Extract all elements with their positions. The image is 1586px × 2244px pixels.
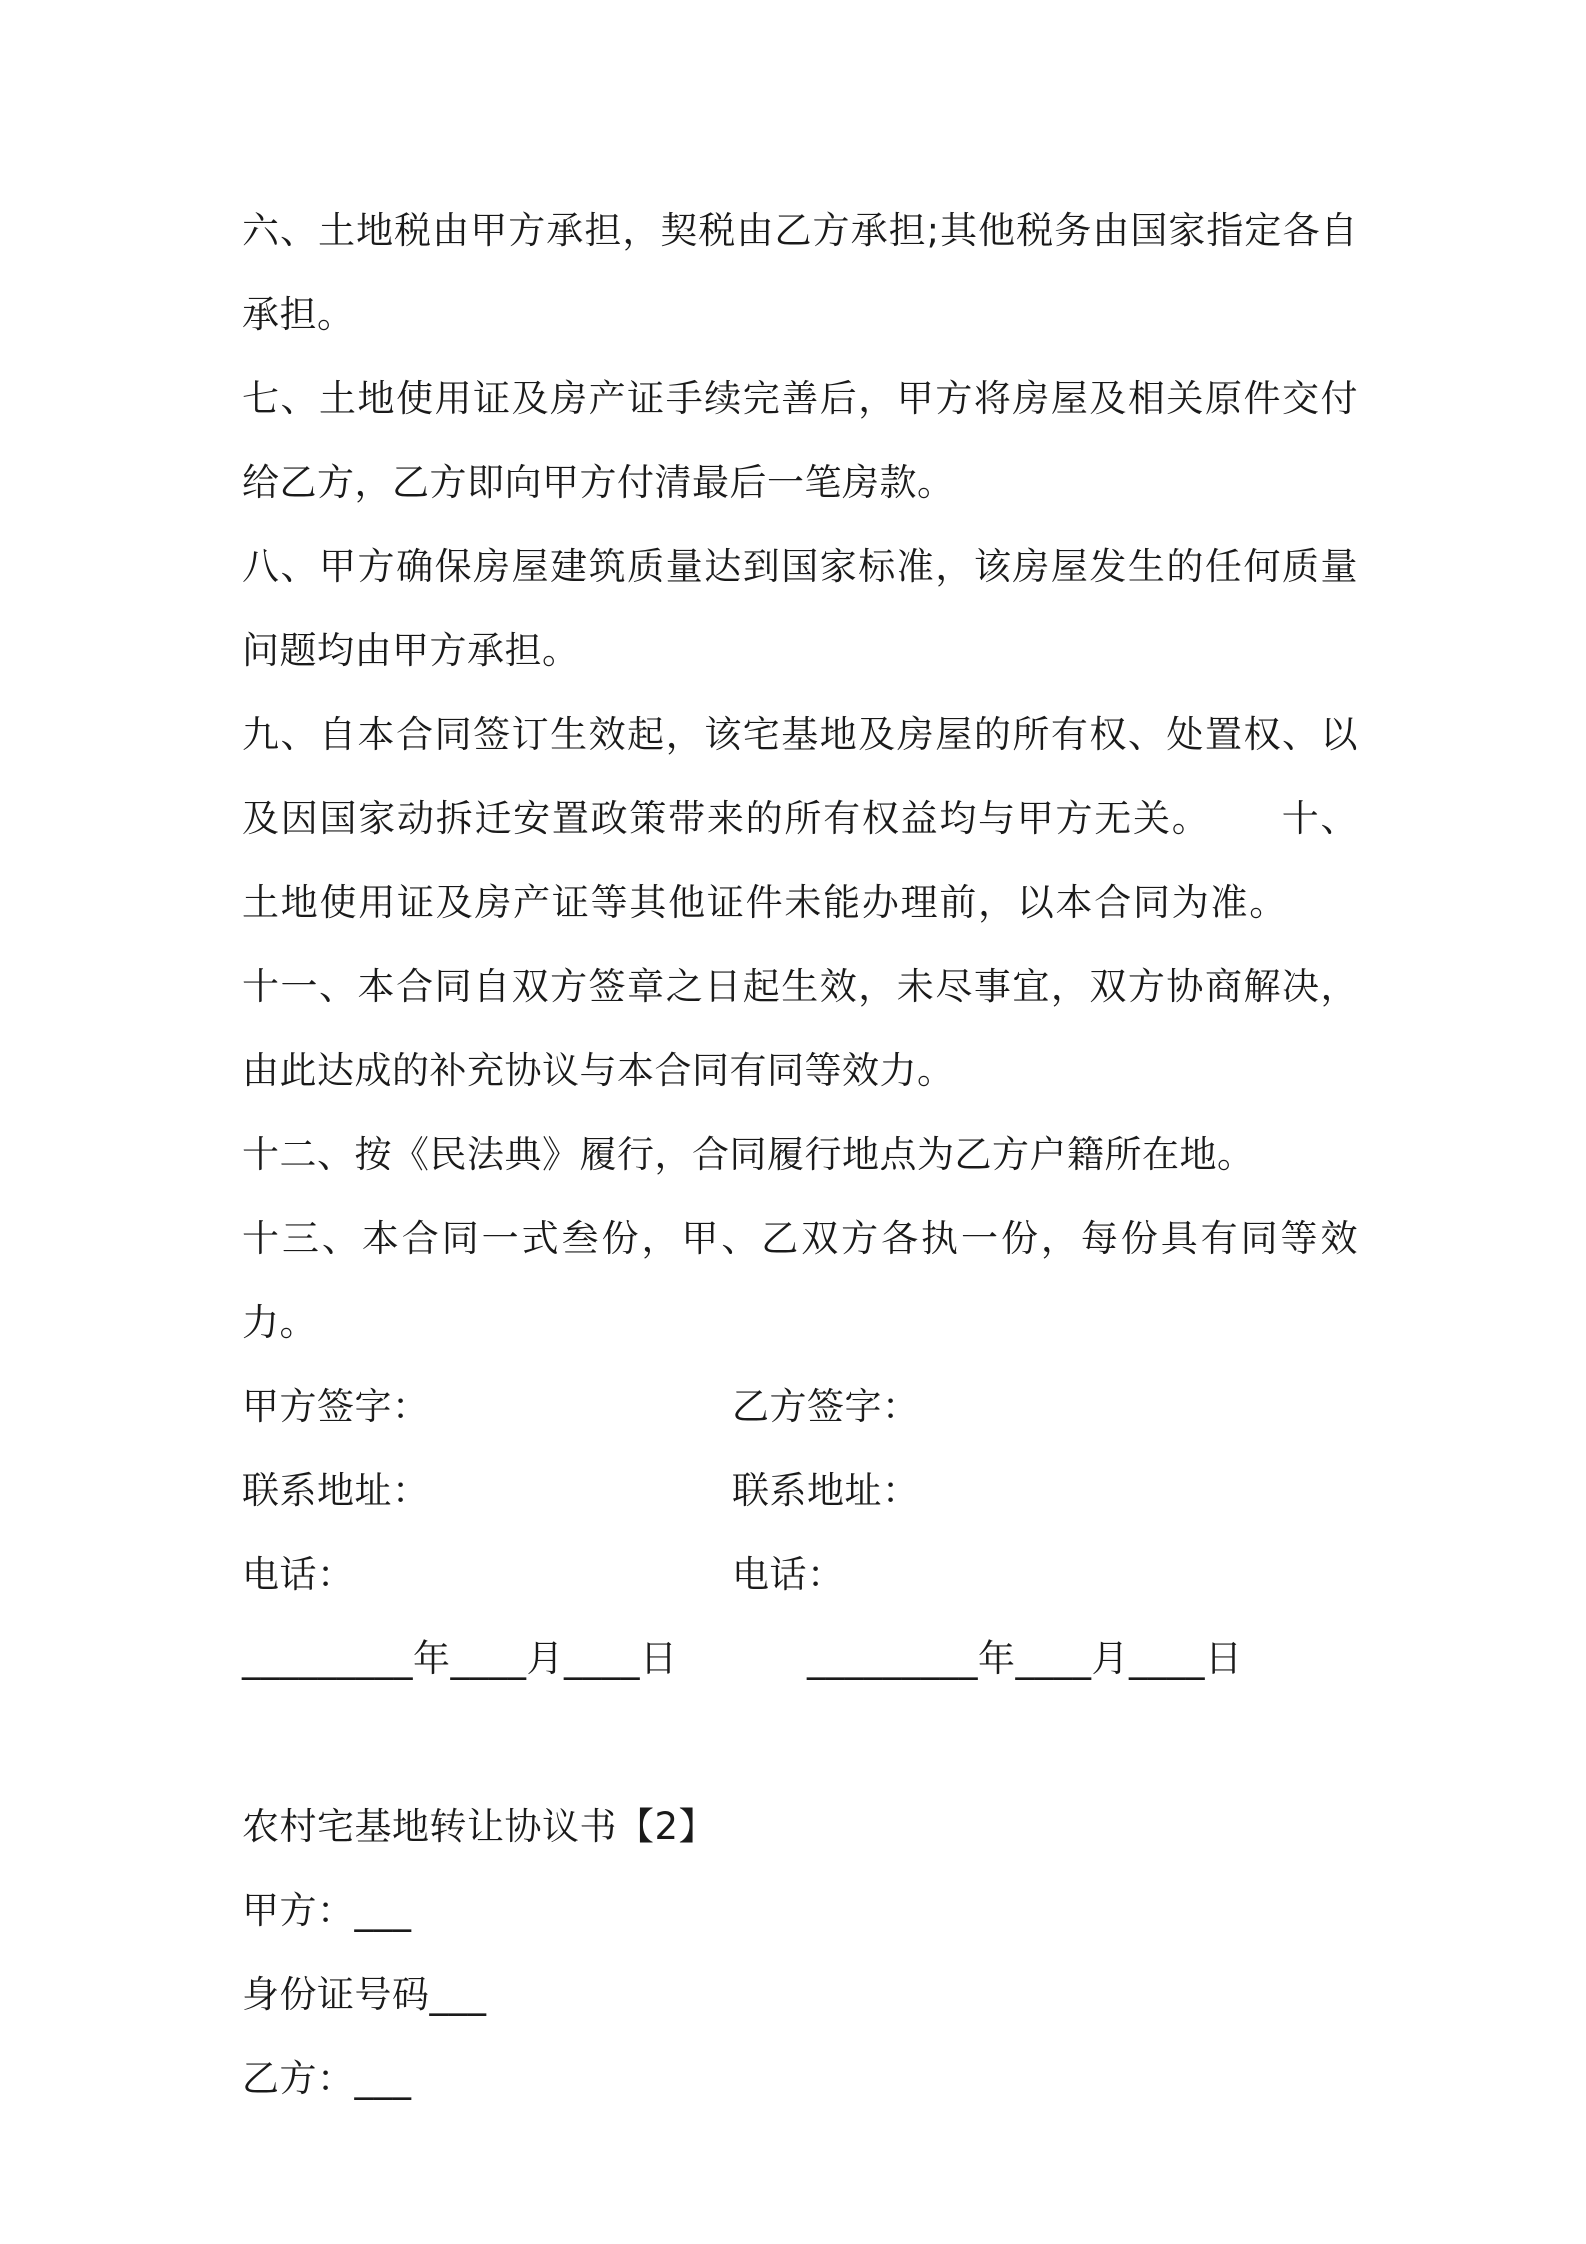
- date-row: [242, 1617, 1358, 1701]
- clause-7: [242, 357, 1358, 525]
- signature-row: [242, 1365, 1358, 1449]
- document-body: [242, 189, 1358, 2121]
- second-agreement-party-a: 甲方：___: [242, 1889, 412, 1932]
- section-spacer: [242, 1701, 1358, 1785]
- clause-9-10-11: [242, 693, 1358, 1113]
- party-b-address-label: 联系地址：: [732, 1469, 920, 1512]
- address-row: [242, 1449, 1358, 1533]
- party-a-address-label: 联系地址：: [242, 1469, 430, 1512]
- clause-11-text: 十一、本合同自双方签章之日起生效，未尽事宜，双方协商解决，由此达成的补充协议与本合同有同等效力。: [242, 965, 1358, 1092]
- party-a-phone-label: 电话：: [242, 1553, 355, 1596]
- party-a-sign-label: 甲方签字：: [242, 1385, 430, 1428]
- clause-8: [242, 525, 1358, 693]
- second-agreement-party-b: 乙方：___: [242, 2057, 412, 2100]
- second-agreement-title: 农村宅基地转让协议书【2】: [242, 1805, 717, 1848]
- clause-13-text: 十三、本合同一式叁份，甲、乙双方各执一份，每份具有同等效力。: [242, 1217, 1358, 1344]
- clause-8-text: 八、甲方确保房屋建筑质量达到国家标准，该房屋发生的任何质量问题均由甲方承担。: [242, 545, 1358, 672]
- clause-10-text: 十、土地使用证及房产证等其他证件未能办理前，以本合同为准。: [242, 797, 1359, 924]
- second-agreement-id-number: 身份证号码___: [242, 1973, 487, 2016]
- party-a-date-field: _________年____月____日: [242, 1637, 678, 1680]
- clause-9-text: 九、自本合同签订生效起，该宅基地及房屋的所有权、处置权、以及因国家动拆迁安置政策带来的所有权益均与甲方无关。: [242, 713, 1358, 840]
- clause-12: [242, 1113, 1358, 1197]
- party-b-sign-label: 乙方签字：: [732, 1385, 920, 1428]
- party-b-phone-label: 电话：: [732, 1553, 845, 1596]
- clause-6: [242, 189, 1358, 357]
- party-b-date-field: _________年____月____日: [807, 1637, 1243, 1680]
- clause-12-text: 十二、按《民法典》履行，合同履行地点为乙方户籍所在地。: [242, 1133, 1255, 1176]
- clause-7-text: 七、土地使用证及房产证手续完善后，甲方将房屋及相关原件交付给乙方，乙方即向甲方付清最后一笔房款。: [242, 377, 1358, 504]
- clause-13: [242, 1197, 1358, 1365]
- clause-6-text: 六、土地税由甲方承担，契税由乙方承担;其他税务由国家指定各自承担。: [242, 209, 1358, 336]
- phone-row: [242, 1533, 1358, 1617]
